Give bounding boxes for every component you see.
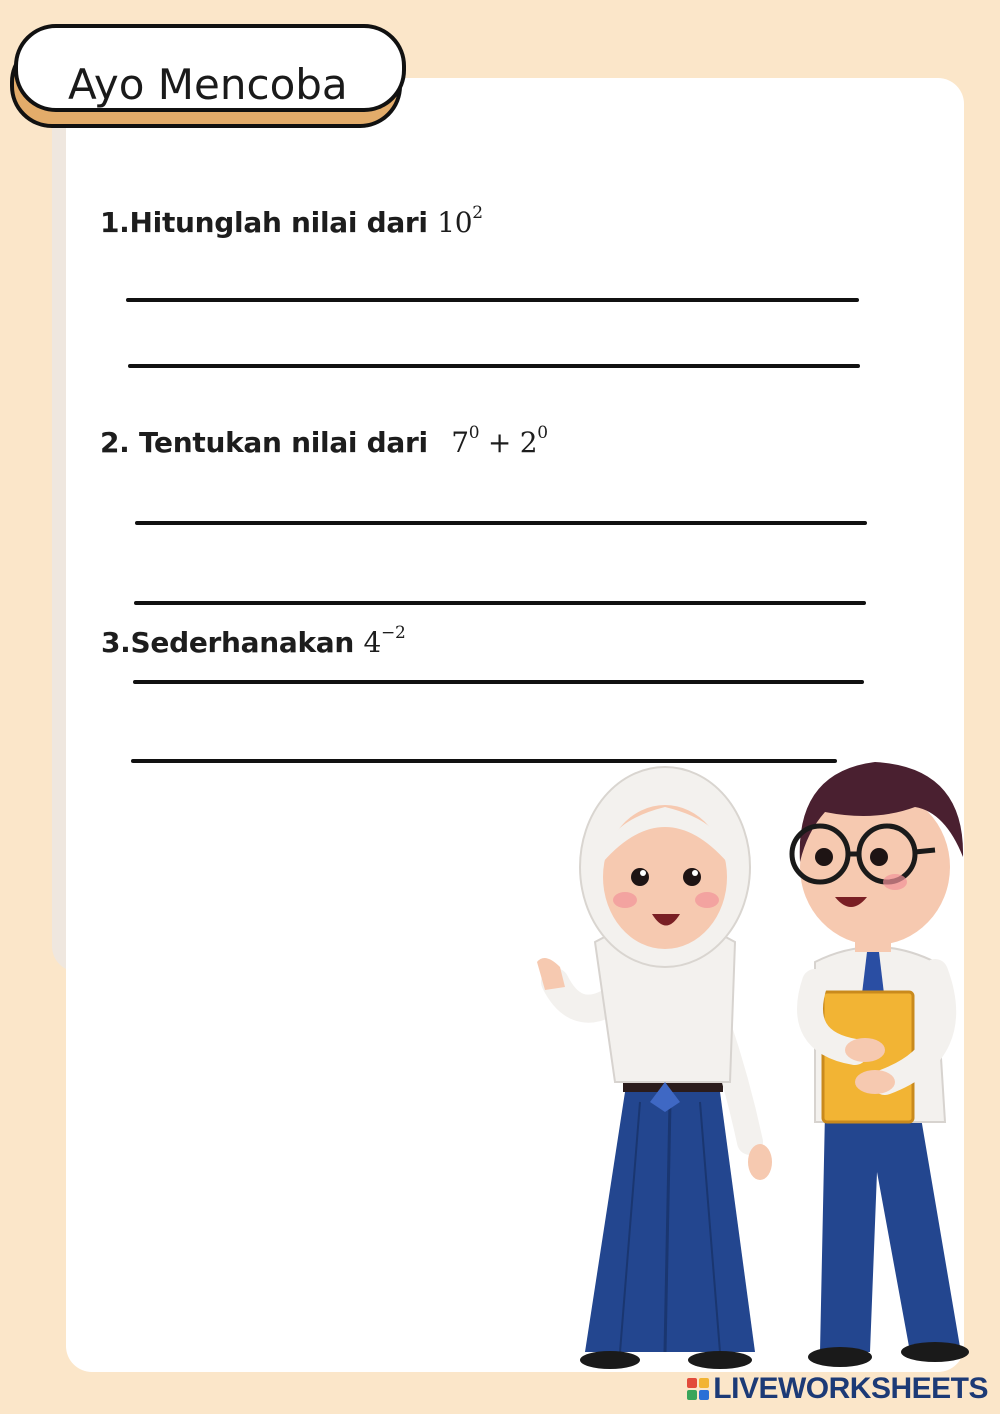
- answer-line-3a[interactable]: [133, 680, 864, 684]
- question-1-expression: $10^2$: [437, 202, 483, 239]
- liveworksheets-logo[interactable]: [687, 1372, 988, 1406]
- answer-line-1b[interactable]: [128, 364, 860, 368]
- answer-line-1a[interactable]: [126, 298, 859, 302]
- question-1-label: 1.Hitunglah nilai dari: [100, 206, 428, 239]
- students-illustration: [515, 752, 975, 1377]
- girl-figure-icon: [537, 767, 772, 1369]
- answer-line-2a[interactable]: [135, 521, 867, 525]
- logo-blocks-icon: [687, 1378, 709, 1400]
- page-title: Ayo Mencoba: [68, 60, 348, 109]
- question-2-label: 2. Tentukan nilai dari: [100, 426, 428, 459]
- answer-line-2b[interactable]: [134, 601, 866, 605]
- question-2-expression: $7^0 + 2^0$: [451, 422, 548, 459]
- question-1: [100, 202, 483, 239]
- logo-text: LIVEWORKSHEETS: [713, 1372, 988, 1405]
- question-2: [100, 422, 548, 459]
- question-3-expression: $4^{-2}$: [363, 622, 406, 659]
- question-3: [101, 622, 406, 659]
- boy-figure-icon: [792, 762, 969, 1367]
- question-3-label: 3.Sederhanakan: [101, 626, 355, 659]
- title-badge: [10, 24, 406, 132]
